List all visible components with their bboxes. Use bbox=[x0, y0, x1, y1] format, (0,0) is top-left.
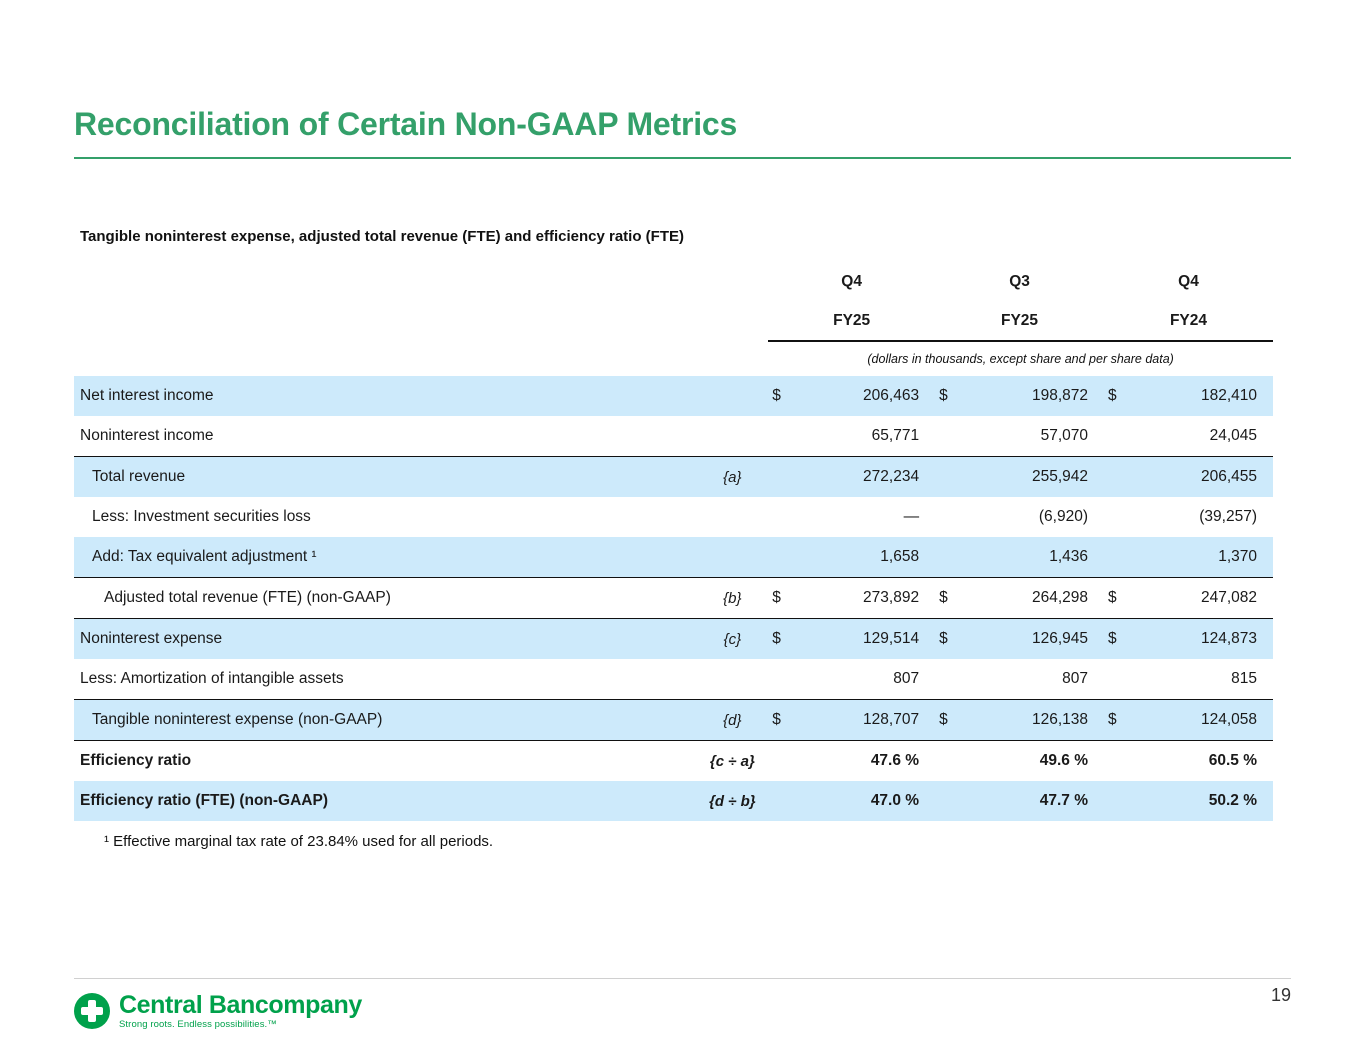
row-value-q4fy25: 129,514 bbox=[799, 619, 935, 660]
row-value-q3fy25: 1,436 bbox=[968, 537, 1104, 578]
row-currency-1 bbox=[768, 457, 799, 498]
row-value-q4fy25: 1,658 bbox=[799, 537, 935, 578]
row-key bbox=[697, 659, 769, 700]
table-header-fiscalyear-row bbox=[74, 302, 1273, 341]
row-currency-2: $ bbox=[935, 700, 968, 741]
row-value-q4fy24: 182,410 bbox=[1137, 376, 1273, 416]
header-col2-fy: FY25 bbox=[935, 302, 1104, 341]
table-row bbox=[74, 741, 1273, 782]
row-value-q4fy25: 807 bbox=[893, 670, 920, 687]
row-key: {d ÷ b} bbox=[697, 781, 769, 821]
header-col2-period: Q3 bbox=[1009, 273, 1030, 290]
row-value-q3fy25: 255,942 bbox=[968, 457, 1104, 498]
row-currency-2: $ bbox=[935, 619, 968, 660]
row-value-q4fy25: 273,892 bbox=[799, 578, 935, 619]
units-note: (dollars in thousands, except share and per share data) bbox=[867, 352, 1174, 366]
row-label: Efficiency ratio bbox=[80, 752, 192, 769]
reconciliation-table bbox=[74, 262, 1273, 821]
row-currency-1: $ bbox=[768, 619, 799, 660]
table-row bbox=[74, 537, 1273, 578]
header-col1-fy: FY25 bbox=[768, 302, 935, 341]
row-currency-1: $ bbox=[768, 376, 799, 416]
row-key: {d} bbox=[697, 700, 769, 741]
row-currency-3 bbox=[1104, 457, 1137, 498]
row-key bbox=[697, 497, 769, 537]
row-value-q3fy25: 47.7 % bbox=[968, 781, 1104, 821]
row-value-q4fy24: 247,082 bbox=[1137, 578, 1273, 619]
row-value-q4fy24: 50.2 % bbox=[1137, 781, 1273, 821]
row-currency-2 bbox=[935, 497, 968, 537]
footer-divider bbox=[74, 978, 1291, 979]
row-value-q4fy25: 47.0 % bbox=[799, 781, 935, 821]
row-value-q3fy25: 807 bbox=[1062, 670, 1088, 687]
row-key bbox=[697, 537, 769, 578]
table-subtitle: Tangible noninterest expense, adjusted total revenue (FTE) and efficiency ratio (FTE) bbox=[80, 228, 684, 245]
footnote: ¹ Effective marginal tax rate of 23.84% used for all periods. bbox=[104, 833, 494, 850]
table-header-period-row bbox=[74, 262, 1273, 302]
row-label: Less: Investment securities loss bbox=[92, 508, 311, 525]
title-divider bbox=[74, 157, 1291, 159]
row-value-q3fy25: 126,945 bbox=[968, 619, 1104, 660]
row-currency-3 bbox=[1104, 416, 1137, 457]
header-col3-fy: FY24 bbox=[1104, 302, 1273, 341]
row-value-q4fy25: 272,234 bbox=[799, 457, 935, 498]
row-currency-3 bbox=[1104, 781, 1137, 821]
row-key: {c} bbox=[697, 619, 769, 660]
table-row bbox=[74, 659, 1273, 700]
row-label: Net interest income bbox=[74, 376, 697, 416]
row-value-q3fy25: 198,872 bbox=[968, 376, 1104, 416]
header-col1-period: Q4 bbox=[841, 273, 862, 290]
row-value-q4fy25: 65,771 bbox=[871, 427, 920, 444]
row-currency-2 bbox=[935, 416, 968, 457]
row-currency-1 bbox=[768, 659, 799, 700]
logo-text bbox=[119, 992, 362, 1030]
row-key bbox=[697, 416, 769, 457]
row-key: {b} bbox=[697, 578, 769, 619]
row-value-q3fy25: (6,920) bbox=[1038, 508, 1088, 525]
row-currency-2: $ bbox=[935, 578, 968, 619]
units-blank-key bbox=[697, 341, 769, 376]
table-row bbox=[74, 457, 1273, 498]
header-blank-key bbox=[697, 262, 769, 302]
header-blank-label bbox=[74, 262, 697, 302]
logo-tagline: Strong roots. Endless possibilities.™ bbox=[119, 1019, 277, 1031]
row-label: Noninterest income bbox=[80, 427, 214, 444]
table-row bbox=[74, 497, 1273, 537]
row-value-q4fy24: 124,058 bbox=[1137, 700, 1273, 741]
logo-company-name: Central Bancompany bbox=[119, 991, 362, 1019]
table-row bbox=[74, 578, 1273, 619]
logo-mark-icon bbox=[74, 993, 110, 1029]
table-row bbox=[74, 700, 1273, 741]
row-label: Tangible noninterest expense (non-GAAP) bbox=[74, 700, 697, 741]
company-logo bbox=[74, 992, 362, 1030]
page-title: Reconciliation of Certain Non-GAAP Metrics bbox=[74, 106, 738, 142]
units-note-row bbox=[74, 341, 1273, 376]
row-value-q3fy25: 57,070 bbox=[1040, 427, 1088, 444]
row-value-q4fy25: — bbox=[903, 508, 920, 525]
row-key: {c ÷ a} bbox=[709, 752, 755, 770]
header-blank-key-2 bbox=[697, 302, 769, 341]
table-row bbox=[74, 619, 1273, 660]
row-currency-1 bbox=[768, 416, 799, 457]
row-value-q4fy24: 206,455 bbox=[1137, 457, 1273, 498]
row-key: {a} bbox=[697, 457, 769, 498]
row-value-q4fy24: 815 bbox=[1231, 670, 1257, 687]
row-value-q4fy24: 60.5 % bbox=[1208, 752, 1257, 769]
table-row bbox=[74, 781, 1273, 821]
row-value-q4fy25: 128,707 bbox=[799, 700, 935, 741]
row-key bbox=[697, 376, 769, 416]
row-value-q4fy25: 47.6 % bbox=[870, 752, 920, 769]
row-currency-3: $ bbox=[1104, 376, 1137, 416]
table-row bbox=[74, 376, 1273, 416]
row-value-q3fy25: 126,138 bbox=[968, 700, 1104, 741]
row-currency-3 bbox=[1104, 659, 1137, 700]
row-label: Total revenue bbox=[74, 457, 697, 498]
row-currency-1: $ bbox=[768, 700, 799, 741]
row-currency-1: $ bbox=[768, 578, 799, 619]
header-col3-period: Q4 bbox=[1178, 273, 1199, 290]
row-currency-2 bbox=[935, 537, 968, 578]
header-blank-label-2 bbox=[74, 302, 697, 341]
row-value-q4fy24: 124,873 bbox=[1137, 619, 1273, 660]
row-label: Less: Amortization of intangible assets bbox=[80, 670, 344, 687]
row-currency-1 bbox=[768, 781, 799, 821]
row-currency-1 bbox=[768, 741, 799, 782]
row-currency-3 bbox=[1104, 537, 1137, 578]
table-row bbox=[74, 416, 1273, 457]
row-currency-2 bbox=[935, 659, 968, 700]
row-label: Efficiency ratio (FTE) (non-GAAP) bbox=[74, 781, 697, 821]
row-currency-3: $ bbox=[1104, 619, 1137, 660]
row-currency-3: $ bbox=[1104, 578, 1137, 619]
row-currency-2 bbox=[935, 457, 968, 498]
row-value-q4fy24: (39,257) bbox=[1199, 508, 1257, 525]
row-currency-3 bbox=[1104, 497, 1137, 537]
row-value-q3fy25: 264,298 bbox=[968, 578, 1104, 619]
row-currency-3 bbox=[1104, 741, 1137, 782]
units-blank-label bbox=[74, 341, 697, 376]
row-value-q4fy25: 206,463 bbox=[799, 376, 935, 416]
row-label: Noninterest expense bbox=[74, 619, 697, 660]
row-currency-2 bbox=[935, 781, 968, 821]
row-label: Adjusted total revenue (FTE) (non-GAAP) bbox=[74, 578, 697, 619]
row-value-q3fy25: 49.6 % bbox=[1039, 752, 1088, 769]
row-currency-1 bbox=[768, 537, 799, 578]
page-number: 19 bbox=[1270, 985, 1291, 1005]
row-label: Add: Tax equivalent adjustment ¹ bbox=[74, 537, 697, 578]
row-currency-2 bbox=[935, 741, 968, 782]
row-currency-2: $ bbox=[935, 376, 968, 416]
row-currency-1 bbox=[768, 497, 799, 537]
row-value-q4fy24: 1,370 bbox=[1137, 537, 1273, 578]
row-value-q4fy24: 24,045 bbox=[1209, 427, 1257, 444]
row-currency-3: $ bbox=[1104, 700, 1137, 741]
